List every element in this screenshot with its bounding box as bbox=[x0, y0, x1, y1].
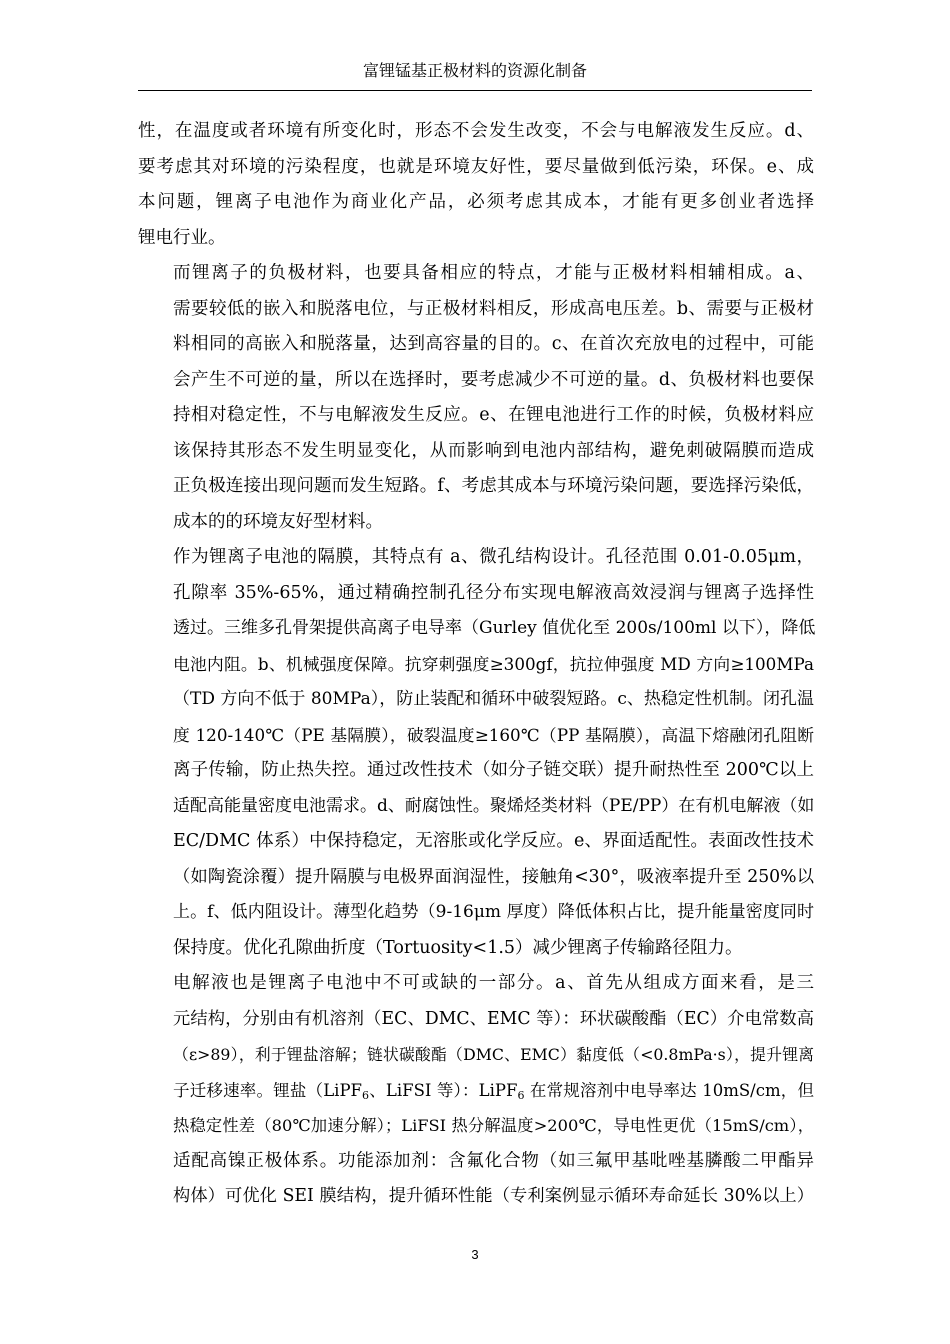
text-line: 作为锂离子电池的隔膜，其特点有 a、微孔结构设计。孔径范围 0.01-0.05μm， bbox=[173, 547, 814, 567]
text-line: 电池内阻。b、机械强度保障。抗穿刺强度≥300gf，抗拉伸强度 MD 方向≥100MPa bbox=[173, 653, 814, 674]
subscript: 6 bbox=[362, 1088, 369, 1102]
text-line: 适配高能量密度电池需求。d、耐腐蚀性。聚烯烃类材料（PE/PP）在有机电解液（如 bbox=[173, 795, 815, 816]
text-line: 保持度。优化孔隙曲折度（Tortuosity<1.5）减少锂离子传输路径阻力。 bbox=[173, 937, 743, 958]
text-line: 适配高镍正极体系。功能添加剂：含氟化合物（如三氟甲基吡唑基膦酸二甲酯异 bbox=[173, 1150, 814, 1171]
text-line: 要考虑其对环境的污染程度，也就是环境友好性，要尽量做到低污染，环保。e、成 bbox=[138, 156, 814, 177]
text-line: 本问题，锂离子电池作为商业化产品，必须考虑其成本，才能有更多创业者选择 bbox=[138, 192, 814, 212]
text-line: （如陶瓷涂覆）提升隔膜与电极界面润湿性，接触角<30°，吸液率提升至 250%以 bbox=[173, 866, 814, 887]
text-line: 透过。三维多孔骨架提供高离子电导率（Gurley 值优化至 200s/100ml 以下），降低 bbox=[173, 618, 816, 638]
paragraph-1 bbox=[138, 114, 814, 256]
header-title: 富锂锰基正极材料的资源化制备 bbox=[362, 61, 587, 80]
text-line: 离子传输，防止热失控。通过改性技术（如分子链交联）提升耐热性至 200℃以上 bbox=[173, 760, 814, 780]
text-line: 料相同的高嵌入和脱落量，达到高容量的目的。c、在首次充放电的过程中，可能 bbox=[173, 334, 814, 354]
text-line: 该保持其形态不发生明显变化，从而影响到电池内部结构，避免刺破隔膜而造成 bbox=[173, 440, 814, 461]
text-line: 正负极连接出现问题而发生短路。f、考虑其成本与环境污染问题，要选择污染低， bbox=[173, 476, 814, 496]
paragraph-2 bbox=[138, 256, 814, 540]
text-line: 元结构，分别由有机溶剂（EC、DMC、EMC 等）：环状碳酸酯（EC）介电常数高 bbox=[173, 1008, 814, 1029]
text-line: 而锂离子的负极材料，也要具备相应的特点，才能与正极材料相辅相成。a、 bbox=[173, 263, 814, 283]
text-line: 会产生不可逆的量，所以在选择时，要考虑减少不可逆的量。d、负极材料也要保 bbox=[173, 369, 814, 390]
page-header bbox=[138, 56, 812, 91]
text-line: 构体）可优化 SEI 膜结构，提升循环性能（专利案例显示循环寿命延长 30%以上） bbox=[173, 1186, 814, 1206]
text-line: 子迁移速率。锂盐（LiPF$_6$、LiFSI 等）：LiPF$_6$ 在常规溶剂中电导率达 10mS/cm，但 bbox=[173, 1080, 814, 1102]
text-line: （ε>89），利于锂盐溶解；链状碳酸酯（DMC、EMC）黏度低（<0.8mPa·s），提升锂离 bbox=[173, 1045, 814, 1064]
document-body bbox=[138, 114, 814, 1215]
text-line: 电解液也是锂离子电池中不可或缺的一部分。a、首先从组成方面来看，是三 bbox=[173, 973, 814, 993]
text-line: 热稳定性差（80℃加速分解）；LiFSI 热分解温度>200℃，导电性更优（15mS/cm）， bbox=[173, 1116, 814, 1135]
text-line: 性，在温度或者环境有所变化时，形态不会发生改变，不会与电解液发生反应。d、 bbox=[138, 121, 814, 141]
text-line: （TD 方向不低于 80MPa），防止装配和循环中破裂短路。c、热稳定性机制。闭孔温 bbox=[173, 689, 814, 709]
subscript: 6 bbox=[517, 1088, 525, 1102]
text-line: 持相对稳定性，不与电解液发生反应。e、在锂电池进行工作的时候，负极材料应 bbox=[173, 405, 814, 425]
text-line: 度 120-140℃（PE 基隔膜），破裂温度≥160℃（PP 基隔膜），高温下熔融闭孔阻断 bbox=[173, 724, 814, 745]
paragraph-3 bbox=[138, 540, 814, 966]
paragraph-4 bbox=[138, 966, 814, 1215]
text-line: 成本的的环境友好型材料。 bbox=[173, 511, 383, 532]
text-line: 孔隙率 35%-65%，通过精确控制孔径分布实现电解液高效浸润与锂离子选择性 bbox=[173, 582, 814, 603]
text-line: 上。f、低内阻设计。薄型化趋势（9-16μm 厚度）降低体积占比，提升能量密度同时 bbox=[173, 902, 814, 922]
text-line: 锂电行业。 bbox=[138, 227, 226, 248]
page-number: 3 bbox=[471, 1247, 479, 1262]
text-line: 需要较低的嵌入和脱落电位，与正极材料相反，形成高电压差。b、需要与正极材 bbox=[173, 298, 814, 319]
text-line: EC/DMC 体系）中保持稳定，无溶胀或化学反应。e、界面适配性。表面改性技术 bbox=[173, 831, 814, 851]
